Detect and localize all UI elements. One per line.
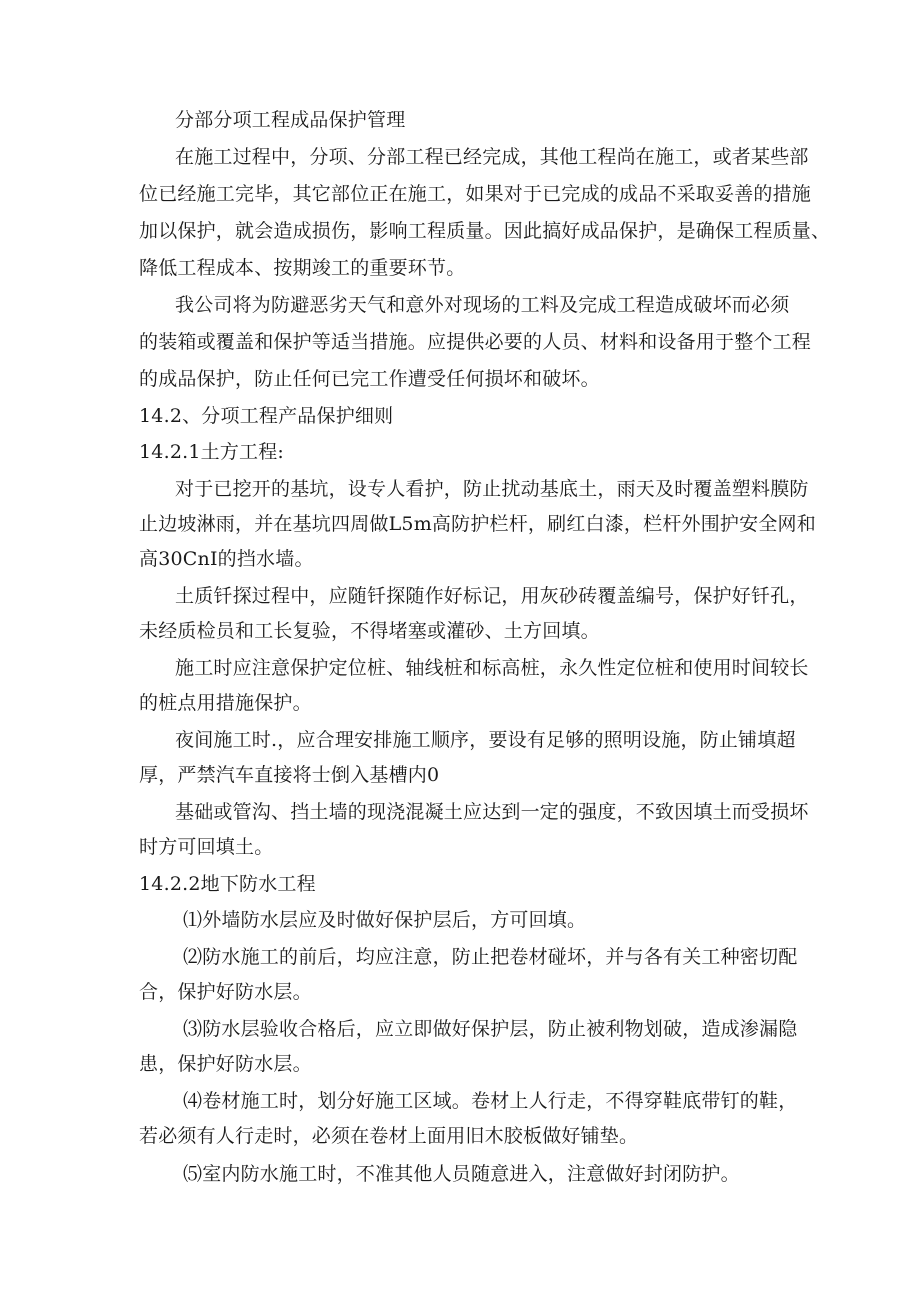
company-line-1: 我公司将为防避恶劣天气和意外对现场的工料及完成工程造成破坏而必须 [175,294,790,316]
section-heading-14-2-2: 14.2.2地下防水工程 [139,873,316,895]
waterproof-item-3: ⑶防水层验收合格后，应立即做好保护层，防止被利物划破，造成渗漏隐 [183,1018,798,1040]
intro-line-3: 加以保护，就会造成损伤，影响工程质量。因此搞好成品保护，是确保工程质量、 [139,220,831,242]
intro-line-2: 位已经施工完毕，其它部位正在施工，如果对于已完成的成品不采取妥善的措施 [139,183,812,205]
earth-line-7: 的桩点用措施保护。 [139,692,312,714]
earth-line-2: 止边坡淋雨，并在基坑四周做L5m高防护栏杆，刷红白漆，栏杆外围护安全网和 [139,513,816,535]
waterproof-item-4-cont: 若必须有人行走时，必须在卷材上面用旧木胶板做好铺垫。 [139,1125,639,1147]
waterproof-item-1: ⑴外墙防水层应及时做好保护层后，方可回填。 [183,909,587,931]
intro-line-1: 在施工过程中，分项、分部工程已经完成，其他工程尚在施工，或者某些部 [175,146,809,168]
company-line-3: 的成品保护，防止任何已完工作遭受任何损坏和破坏。 [139,368,600,390]
earth-line-8: 夜间施工时.，应合理安排施工顺序，要设有足够的照明设施，防止铺填超 [175,729,796,751]
waterproof-item-4: ⑷卷材施工时，划分好施工区域。卷材上人行走，不得穿鞋底带钉的鞋， [183,1090,798,1112]
earth-line-5: 未经质检员和工长复验，不得堵塞或灌砂、土方回填。 [139,620,600,642]
waterproof-item-2: ⑵防水施工的前后，均应注意，防止把卷材碰坏，并与各有关工种密切配 [183,946,798,968]
company-line-2: 的装箱或覆盖和保护等适当措施。应提供必要的人员、材料和设备用于整个工程 [139,331,812,353]
earth-line-4: 土质钎探过程中，应随钎探随作好标记，用灰砂砖覆盖编号，保护好钎孔， [175,585,809,607]
section-heading-14-2: 14.2、分项工程产品保护细则 [139,405,394,427]
earth-line-6: 施工时应注意保护定位桩、轴线桩和标高桩，永久性定位桩和使用时间较长 [175,657,809,679]
earth-line-9: 厚，严禁汽车直接将士倒入基槽内0 [139,764,440,786]
earth-line-10: 基础或管沟、挡土墙的现浇混凝土应达到一定的强度，不致因填土而受损坏 [175,801,809,823]
section-heading-14-2-1: 14.2.1土方工程: [139,441,285,463]
earth-line-3: 高30CnI的挡水墙。 [139,548,314,570]
intro-line-4: 降低工程成本、按期竣工的重要环节。 [139,257,466,279]
waterproof-item-5: ⑸室内防水施工时，不准其他人员随意进入，注意做好封闭防护。 [183,1163,740,1185]
document-title: 分部分项工程成品保护管理 [175,109,406,131]
earth-line-1: 对于已挖开的基坑，设专人看护，防止扰动基底土，雨天及时覆盖塑料膜防 [175,478,809,500]
earth-line-11: 时方可回填土。 [139,836,274,858]
waterproof-item-3-cont: 患，保护好防水层。 [139,1053,312,1075]
waterproof-item-2-cont: 合，保护好防水层。 [139,981,312,1003]
